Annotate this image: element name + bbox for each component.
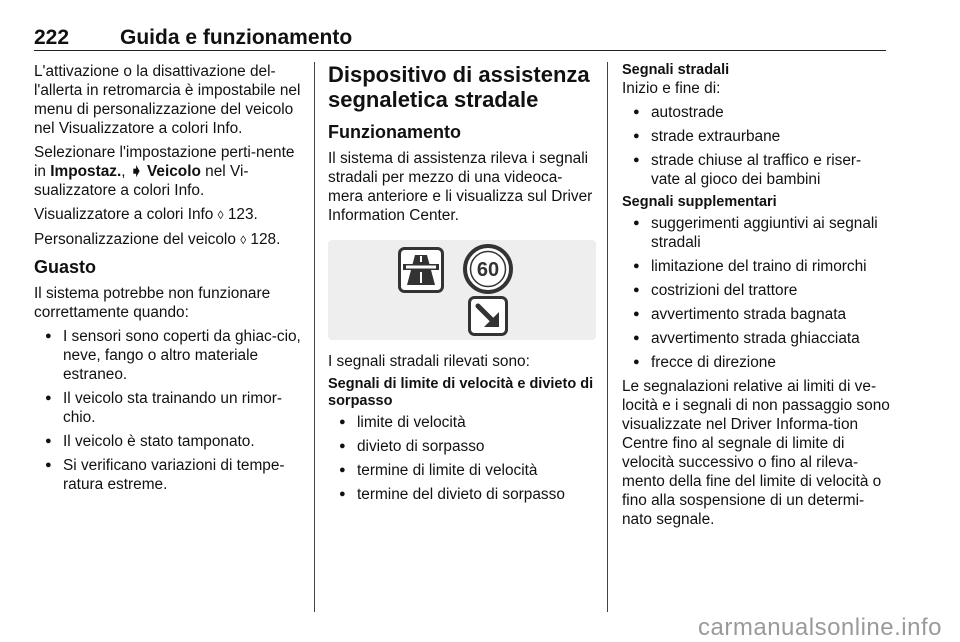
- sub-heading-speed-limit: Segnali di limite di velocità e divieto di sorpasso: [328, 376, 594, 409]
- list-item: ● I sensori sono coperti da ghiac-cio, neve, fango o altro materiale estraneo.: [34, 327, 302, 384]
- column-middle: [328, 62, 596, 509]
- sub-heading-supplementary: Segnali supplementari: [622, 194, 777, 210]
- page-ref-icon: ◊: [240, 233, 247, 247]
- list-item: ● limitazione del traino di rimorchi: [622, 257, 890, 276]
- list-item: ● avvertimento strada ghiacciata: [622, 329, 890, 348]
- direction-arrow-sign-icon: [468, 296, 508, 336]
- bullet-list: [622, 214, 890, 372]
- column-right: [622, 62, 890, 534]
- column-divider-right: [607, 62, 608, 612]
- column-left: [34, 62, 302, 499]
- section-heading-guasto: Guasto: [34, 257, 97, 277]
- list-item: ● strade extraurbane: [622, 127, 890, 146]
- sub-heading-road-signs: Segnali stradali: [622, 62, 730, 78]
- bullet-list: [622, 103, 890, 189]
- list-item: ● Si verificano variazioni di tempe-ratura estreme.: [34, 456, 302, 494]
- motorway-sign-icon: [398, 247, 444, 293]
- page-ref-icon: ◊: [217, 208, 224, 222]
- speed-limit-value: 60: [476, 259, 500, 281]
- paragraph: Inizio e fine di:: [622, 80, 721, 97]
- list-item: ● frecce di direzione: [622, 353, 890, 372]
- speed-limit-sign-icon: [463, 244, 513, 294]
- menu-item-impostaz: Impostaz.: [50, 163, 122, 180]
- paragraph: Il sistema potrebbe non funzionare correttamente quando:: [34, 285, 271, 321]
- cross-reference: Visualizzatore a colori Info ◊ 123.: [34, 206, 258, 223]
- list-item: ● termine di limite di velocità: [328, 461, 596, 480]
- list-item: ● suggerimenti aggiuntivi ai segnali stradali: [622, 214, 890, 252]
- list-item: ● divieto di sorpasso: [328, 437, 596, 456]
- list-item: ● Il veicolo sta trainando un rimor-chio.: [34, 389, 302, 427]
- bullet-list: [34, 327, 302, 494]
- menu-item-veicolo: Veicolo: [142, 163, 201, 180]
- paragraph: L'attivazione o la disattivazione del-l'allerta in retromarcia è impostabile nel menu di personalizzazione del veicolo nel Visualizzatore a colori Info.: [34, 63, 301, 137]
- paragraph: Il sistema di assistenza rileva i segnali stradali per mezzo di una videoca-mera anteriore e li visualizza sul Driver Information Center.: [328, 150, 593, 224]
- road-sign-illustration: [328, 240, 596, 340]
- running-title: Guida e funzionamento: [120, 26, 353, 49]
- list-item: ● termine del divieto di sorpasso: [328, 485, 596, 504]
- page-header: [34, 26, 886, 56]
- arrow-icon: ➧: [129, 163, 143, 180]
- list-item: ● costrizioni del trattore: [622, 281, 890, 300]
- header-rule: [34, 50, 886, 51]
- paragraph: Le segnalazioni relative ai limiti di ve-locità e i segnali di non passaggio sono visualizzate nel Driver Informa-tion Centre fino al segnale di limite di velocità successivo o fino al rileva-mento della fine del limite di velocità o fino alla sospensione di un determi-nato segnale.: [622, 378, 890, 528]
- watermark: carmanualsonline.info: [698, 614, 942, 641]
- section-heading-funzionamento: Funzionamento: [328, 122, 461, 142]
- list-item: ● avvertimento strada bagnata: [622, 305, 890, 324]
- bullet-list: [328, 413, 596, 504]
- paragraph: I segnali stradali rilevati sono:: [328, 353, 530, 370]
- list-item: ● autostrade: [622, 103, 890, 122]
- list-item: ● strade chiuse al traffico e riser-vate al gioco dei bambini: [622, 151, 890, 189]
- list-item: ● limite di velocità: [328, 413, 596, 432]
- page-number: 222: [34, 26, 70, 49]
- cross-reference: Personalizzazione del veicolo ◊ 128.: [34, 231, 281, 248]
- section-title: Dispositivo di assistenza segnaletica stradale: [328, 62, 590, 112]
- paragraph-settings-path: Selezionare l'impostazione perti-nente in Impostaz., ➧ Veicolo nel Vi-sualizzatore a colori Info.: [34, 144, 295, 199]
- column-divider-left: [314, 62, 315, 612]
- list-item: ● Il veicolo è stato tamponato.: [34, 432, 302, 451]
